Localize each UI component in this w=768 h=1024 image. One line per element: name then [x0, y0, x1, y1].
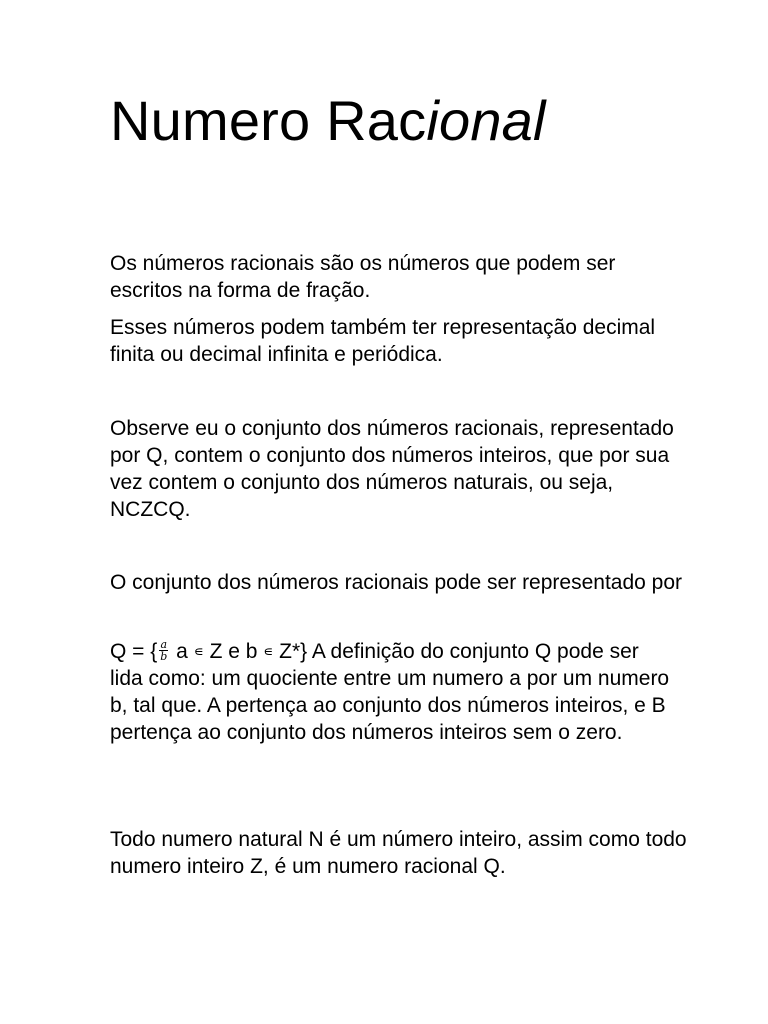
paragraph-sets: Observe eu o conjunto dos números racionais, representado por Q, contem o conjunto dos números inteiros, que por sua vez contem o conjunto dos números naturais, ou seja, NCZCQ. — [110, 417, 674, 521]
title-italic: ional — [426, 89, 546, 152]
fraction-denominator: b — [160, 649, 168, 663]
paragraph-formula — [110, 638, 670, 746]
title-regular: Numero Rac — [110, 89, 427, 152]
formula-middle: Z e b — [203, 640, 264, 663]
formula-suffix: Z*} — [273, 640, 308, 663]
paragraph-representation: O conjunto dos números racionais pode ser representado por — [110, 571, 683, 594]
paragraph-definition: Os números racionais são os números que podem ser escritos na forma de fração. — [110, 252, 616, 302]
page-title — [110, 88, 546, 154]
element-of-symbol: ∊ — [193, 643, 204, 659]
formula-a: a — [170, 640, 194, 663]
formula-prefix: Q = { — [110, 640, 158, 663]
fraction-numerator: a — [160, 637, 168, 651]
element-of-symbol: ∊ — [263, 643, 274, 659]
formula-explanation: A definição do conjunto Q pode ser lida como: um quociente entre um numero a por um numero b, tal que. A pertença ao conjunto dos números inteiros, e B pertença ao conjunto dos números inteiros sem o zero. — [110, 640, 670, 744]
paragraph-decimal: Esses números podem também ter representação decimal finita ou decimal infinita e periódica. — [110, 316, 656, 366]
fraction-a-over-b — [159, 639, 168, 662]
paragraph-conclusion: Todo numero natural N é um número inteiro, assim como todo numero inteiro Z, é um numero racional Q. — [110, 828, 687, 878]
